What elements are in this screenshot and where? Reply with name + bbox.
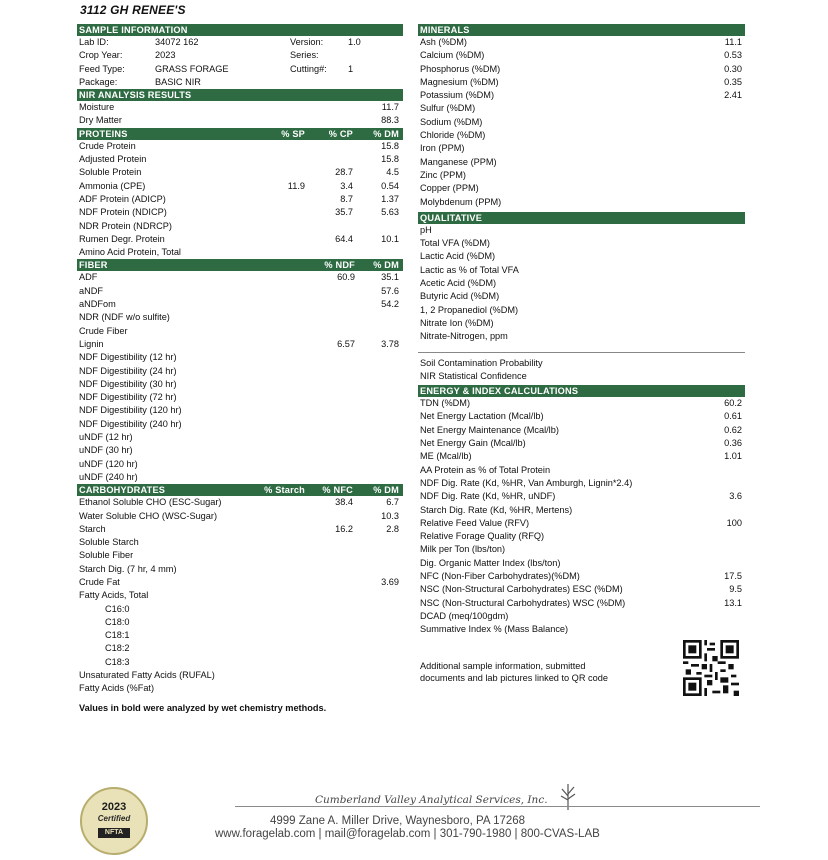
energy-row-value-value: 100 — [726, 517, 742, 528]
carbohydrate-row — [77, 510, 403, 523]
mineral-row-label: Sodium (%DM) — [420, 116, 483, 127]
fiber-row-label: NDR (NDF w/o sulfite) — [79, 312, 170, 323]
mineral-row — [418, 129, 745, 142]
company-address: 4999 Zane A. Miller Drive, Waynesboro, PA 17268 — [270, 815, 526, 827]
mineral-row-label: Potassium (%DM) — [420, 90, 495, 101]
divider — [418, 352, 745, 353]
nir-row-dm-value: 11.7 — [381, 102, 399, 113]
energy-row-label: NDF Dig. Rate (Kd, %HR, uNDF) — [420, 491, 556, 502]
carbohydrate-row — [77, 656, 403, 669]
energy-row — [418, 504, 745, 517]
energy-row-label: NFC (Non-Fiber Carbohydrates)(%DM) — [420, 570, 580, 581]
fiber-row — [77, 404, 403, 417]
qualitative-row-label: pH — [420, 224, 432, 235]
fiber-row — [77, 431, 403, 444]
section-title: MINERALS — [420, 25, 470, 35]
carbohydrate-rows — [77, 496, 403, 695]
fiber-row-label: Crude Fiber — [79, 325, 128, 336]
qualitative-row-label: Butyric Acid (%DM) — [420, 291, 500, 302]
fiber-row — [77, 471, 403, 484]
fiber-row-label: uNDF (12 hr) — [79, 432, 133, 443]
fiber-row — [77, 351, 403, 364]
col-ndf-header: % NDF — [324, 260, 355, 271]
protein-row-dm-value: 15.8 — [381, 154, 399, 165]
fiber-row-ndf-value: 60.9 — [337, 272, 355, 283]
nir-row-dm-value: 88.3 — [381, 115, 399, 126]
crop-year-value: 2023 — [155, 50, 176, 61]
nir-row — [77, 101, 403, 114]
mineral-row-value-value: 0.35 — [724, 76, 742, 87]
carbohydrate-row-label: Starch — [79, 523, 106, 534]
energy-row-label: NSC (Non-Structural Carbohydrates) ESC (%DM) — [420, 584, 623, 595]
energy-row-label: ME (Mcal/lb) — [420, 451, 472, 462]
mineral-row-label: Calcium (%DM) — [420, 50, 485, 61]
energy-row — [418, 623, 745, 636]
protein-row — [77, 140, 403, 153]
mineral-row-label: Manganese (PPM) — [420, 156, 497, 167]
carbohydrate-row — [77, 642, 403, 655]
certification-seal — [80, 787, 148, 855]
col-nfc-header: % NFC — [322, 485, 353, 496]
carbohydrate-row-dm-value: 3.69 — [381, 576, 399, 587]
energy-row-label: Starch Dig. Rate (Kd, %HR, Mertens) — [420, 504, 573, 515]
fiber-row-label: NDF Digestibility (12 hr) — [79, 352, 177, 363]
energy-row-label: Relative Forage Quality (RFQ) — [420, 531, 545, 542]
energy-row-label: Net Energy Lactation (Mcal/lb) — [420, 411, 544, 422]
carbohydrate-row-nfc-value: 38.4 — [335, 497, 353, 508]
mineral-row — [418, 36, 745, 49]
energy-row-label: Net Energy Gain (Mcal/lb) — [420, 438, 526, 449]
contamination-row-label: NIR Statistical Confidence — [420, 370, 527, 381]
mineral-row-label: Iron (PPM) — [420, 143, 465, 154]
protein-row — [77, 246, 403, 259]
carbohydrate-row-label: C18:1 — [105, 630, 130, 641]
sample-information-header — [77, 24, 403, 36]
col-cp-header: % CP — [328, 128, 353, 139]
nir-row-label: Dry Matter — [79, 115, 122, 126]
left-column — [77, 24, 403, 714]
carbohydrate-row-label: Starch Dig. (7 hr, 4 mm) — [79, 563, 177, 574]
carbohydrate-row — [77, 682, 403, 695]
mineral-row — [418, 49, 745, 62]
mineral-row — [418, 196, 745, 209]
protein-row — [77, 193, 403, 206]
company-contact: www.foragelab.com | mail@foragelab.com | 301-790-1980 | 800-CVAS-LAB — [215, 828, 600, 840]
col-starch-header: % Starch — [264, 485, 305, 496]
carbohydrate-row — [77, 616, 403, 629]
protein-row-cp-value: 64.4 — [335, 233, 353, 244]
cutting-label: Cutting#: — [290, 63, 327, 74]
fiber-row-label: NDF Digestibility (72 hr) — [79, 392, 177, 403]
qualitative-row — [418, 330, 745, 343]
carbohydrate-row-label: Fatty Acids (%Fat) — [79, 683, 155, 694]
mineral-row-label: Zinc (PPM) — [420, 169, 466, 180]
carbohydrate-row — [77, 589, 403, 602]
mineral-row-label: Ash (%DM) — [420, 37, 467, 47]
protein-row-label: Crude Protein — [79, 140, 136, 151]
energy-row — [418, 490, 745, 503]
section-title: ENERGY & INDEX CALCULATIONS — [420, 386, 579, 397]
carbohydrates-header — [77, 484, 403, 496]
protein-row — [77, 233, 403, 246]
carbohydrate-row — [77, 563, 403, 576]
carbohydrate-row-label: Crude Fat — [79, 576, 120, 587]
mineral-rows — [418, 36, 745, 209]
energy-row — [418, 437, 745, 450]
protein-row-label: NDR Protein (NDRCP) — [79, 220, 172, 231]
nir-rows — [77, 101, 403, 128]
fiber-row — [77, 365, 403, 378]
nir-row-label: Moisture — [79, 102, 115, 113]
mineral-row-value-value: 0.30 — [724, 63, 742, 74]
mineral-row-value-value: 2.41 — [724, 90, 742, 101]
energy-row — [418, 597, 745, 610]
carbohydrate-row-label: C16:0 — [105, 603, 130, 614]
section-title: QUALITATIVE — [420, 212, 483, 223]
fiber-row-label: NDF Digestibility (240 hr) — [79, 418, 182, 429]
mineral-row — [418, 102, 745, 115]
feed-type-label: Feed Type: — [79, 63, 125, 74]
sample-row — [77, 36, 403, 49]
energy-row-label: TDN (%DM) — [420, 398, 471, 409]
footer — [70, 782, 760, 852]
protein-row-label: Ammonia (CPE) — [79, 180, 146, 191]
protein-row-label: Amino Acid Protein, Total — [79, 247, 181, 258]
fiber-row-dm-value: 57.6 — [381, 285, 399, 296]
carbohydrate-row — [77, 603, 403, 616]
wet-chemistry-note: Values in bold were analyzed by wet chemistry methods. — [79, 702, 327, 713]
qualitative-row — [418, 250, 745, 263]
mineral-row-value-value: 11.1 — [724, 37, 742, 47]
energy-row — [418, 557, 745, 570]
section-title: SAMPLE INFORMATION — [79, 25, 188, 35]
fiber-row — [77, 391, 403, 404]
mineral-row-label: Copper (PPM) — [420, 183, 479, 194]
fiber-row — [77, 285, 403, 298]
qualitative-row — [418, 237, 745, 250]
energy-row — [418, 450, 745, 463]
mineral-row — [418, 76, 745, 89]
protein-row-cp-value: 3.4 — [340, 180, 353, 191]
carbohydrate-row-nfc-value: 16.2 — [335, 523, 353, 534]
mineral-row — [418, 63, 745, 76]
carbohydrate-row — [77, 629, 403, 642]
energy-row-value-value: 0.36 — [724, 438, 742, 449]
fiber-row — [77, 444, 403, 457]
energy-row-value-value: 1.01 — [724, 451, 742, 462]
report-title: 3112 GH RENEE'S — [80, 3, 186, 17]
energy-row-label: Milk per Ton (lbs/ton) — [420, 544, 506, 555]
fiber-row-label: aNDFom — [79, 299, 116, 310]
energy-row — [418, 477, 745, 490]
col-dm-header: % DM — [373, 260, 399, 271]
lab-id-value: 34072 162 — [155, 37, 199, 47]
carbohydrate-row-label: Soluble Starch — [79, 537, 139, 548]
fiber-header — [77, 259, 403, 271]
energy-row-value-value: 0.62 — [724, 424, 742, 435]
fiber-row — [77, 458, 403, 471]
mineral-row — [418, 89, 745, 102]
contamination-row-label: Soil Contamination Probability — [420, 357, 543, 368]
protein-row-dm-value: 15.8 — [381, 140, 399, 151]
fiber-row-label: uNDF (30 hr) — [79, 445, 133, 456]
energy-row — [418, 543, 745, 556]
mineral-row — [418, 142, 745, 155]
fiber-row-dm-value: 54.2 — [381, 299, 399, 310]
qualitative-row — [418, 224, 745, 237]
fiber-row-label: ADF — [79, 272, 98, 283]
sample-row — [77, 63, 403, 76]
protein-row-label: NDF Protein (NDICP) — [79, 207, 167, 218]
minerals-header — [418, 24, 745, 36]
qualitative-row-label: Total VFA (%DM) — [420, 238, 490, 249]
qualitative-row-label: Nitrate Ion (%DM) — [420, 317, 494, 328]
protein-row-cp-value: 28.7 — [335, 167, 353, 178]
protein-row-label: Adjusted Protein — [79, 154, 147, 165]
energy-row-value-value: 13.1 — [724, 597, 742, 608]
mineral-row-label: Magnesium (%DM) — [420, 76, 499, 87]
section-title: NIR ANALYSIS RESULTS — [79, 90, 192, 101]
version-value: 1.0 — [348, 37, 361, 47]
contamination-rows — [418, 357, 745, 384]
qualitative-row-label: 1, 2 Propanediol (%DM) — [420, 304, 519, 315]
footer-divider — [235, 806, 760, 807]
section-title: CARBOHYDRATES — [79, 485, 166, 496]
energy-row — [418, 410, 745, 423]
energy-row-value-value: 0.61 — [724, 411, 742, 422]
mineral-row — [418, 156, 745, 169]
energy-header — [418, 385, 745, 397]
fiber-row-label: NDF Digestibility (30 hr) — [79, 378, 177, 389]
proteins-header — [77, 128, 403, 140]
fiber-row-label: Lignin — [79, 338, 104, 349]
energy-row-label: Summative Index % (Mass Balance) — [420, 624, 569, 635]
col-dm-header: % DM — [373, 485, 399, 496]
qr-note-line-1: Additional sample information, submitted — [420, 661, 586, 672]
protein-row — [77, 166, 403, 179]
mineral-row-label: Sulfur (%DM) — [420, 103, 476, 114]
fiber-row — [77, 271, 403, 284]
protein-row-label: ADF Protein (ADICP) — [79, 193, 166, 204]
protein-row-dm-value: 1.37 — [381, 193, 399, 204]
package-label: Package: — [79, 76, 118, 87]
right-column — [418, 24, 745, 684]
energy-row — [418, 464, 745, 477]
protein-row-label: Soluble Protein — [79, 167, 142, 178]
protein-row-dm-value: 5.63 — [381, 207, 399, 218]
cutting-value: 1 — [348, 63, 354, 74]
mineral-row — [418, 169, 745, 182]
contamination-row — [418, 370, 745, 383]
energy-row — [418, 570, 745, 583]
section-title: FIBER — [79, 260, 108, 271]
fiber-row — [77, 418, 403, 431]
mineral-row-label: Chloride (%DM) — [420, 130, 486, 141]
energy-row — [418, 517, 745, 530]
protein-row — [77, 220, 403, 233]
qualitative-row — [418, 277, 745, 290]
qualitative-row-label: Acetic Acid (%DM) — [420, 278, 497, 289]
fiber-rows — [77, 271, 403, 484]
energy-row — [418, 397, 745, 410]
protein-row-dm-value: 4.5 — [386, 167, 399, 178]
energy-row — [418, 583, 745, 596]
carbohydrate-row-label: Water Soluble CHO (WSC-Sugar) — [79, 510, 218, 521]
energy-row — [418, 610, 745, 623]
crop-year-label: Crop Year: — [79, 50, 123, 61]
qualitative-row-label: Lactic Acid (%DM) — [420, 251, 496, 262]
fiber-row-ndf-value: 6.57 — [337, 338, 355, 349]
fiber-row-label: uNDF (120 hr) — [79, 458, 138, 469]
badge-year: 2023 — [101, 801, 127, 813]
section-title: PROTEINS — [79, 128, 128, 139]
mineral-row-label: Molybdenum (PPM) — [420, 196, 502, 207]
fiber-row — [77, 325, 403, 338]
company-name: Cumberland Valley Analytical Services, Inc. — [315, 794, 548, 806]
series-label: Series: — [290, 50, 319, 61]
energy-row-label: AA Protein as % of Total Protein — [420, 464, 551, 475]
carbohydrate-row-label: Ethanol Soluble CHO (ESC-Sugar) — [79, 497, 222, 508]
protein-row — [77, 206, 403, 219]
fiber-row-label: NDF Digestibility (120 hr) — [79, 405, 182, 416]
protein-row-cp-value: 35.7 — [335, 207, 353, 218]
energy-row — [418, 530, 745, 543]
qualitative-row — [418, 290, 745, 303]
carbohydrate-row — [77, 669, 403, 682]
sample-row — [77, 49, 403, 62]
fiber-row — [77, 338, 403, 351]
protein-row-dm-value: 0.54 — [381, 180, 399, 191]
nir-row — [77, 114, 403, 127]
energy-row-label: Dig. Organic Matter Index (lbs/ton) — [420, 557, 561, 568]
carbohydrate-row-dm-value: 2.8 — [386, 523, 399, 534]
energy-row — [418, 424, 745, 437]
fiber-row-label: uNDF (240 hr) — [79, 471, 138, 482]
energy-row-value-value: 3.6 — [729, 491, 742, 502]
carbohydrate-row — [77, 496, 403, 509]
col-dm-header: % DM — [373, 128, 399, 139]
carbohydrate-row-label: C18:3 — [105, 656, 130, 667]
col-sp-header: % SP — [281, 128, 305, 139]
carbohydrate-row-label: Fatty Acids, Total — [79, 590, 149, 601]
contamination-row — [418, 357, 745, 370]
carbohydrate-row-label: C18:2 — [105, 643, 130, 654]
energy-row-label: Net Energy Maintenance (Mcal/lb) — [420, 424, 559, 435]
qualitative-row — [418, 264, 745, 277]
mineral-row — [418, 182, 745, 195]
qr-note-line-2: documents and lab pictures linked to QR code — [420, 673, 608, 684]
mineral-row — [418, 116, 745, 129]
qualitative-rows — [418, 224, 745, 344]
carbohydrate-row-label: Soluble Fiber — [79, 550, 134, 561]
fiber-row-dm-value: 35.1 — [381, 272, 399, 283]
badge-certified: Certified — [97, 814, 131, 823]
protein-row-label: Rumen Degr. Protein — [79, 233, 165, 244]
qualitative-header — [418, 212, 745, 224]
feed-type-value: GRASS FORAGE — [155, 63, 229, 74]
protein-row-cp-value: 8.7 — [340, 193, 353, 204]
protein-row-dm-value: 10.1 — [381, 233, 399, 244]
qualitative-row-label: Nitrate-Nitrogen, ppm — [420, 331, 508, 342]
qualitative-row-label: Lactic as % of Total VFA — [420, 264, 519, 275]
energy-row-value-value: 17.5 — [724, 570, 742, 581]
package-value: BASIC NIR — [155, 76, 201, 87]
energy-row-label: NSC (Non-Structural Carbohydrates) WSC (%DM) — [420, 597, 626, 608]
protein-rows — [77, 140, 403, 260]
carbohydrate-row-dm-value: 10.3 — [381, 510, 399, 521]
carbohydrate-row-label: C18:0 — [105, 616, 130, 627]
mineral-row-label: Phosphorus (%DM) — [420, 63, 501, 74]
sample-row — [77, 76, 403, 89]
carbohydrate-row — [77, 549, 403, 562]
lab-id-label: Lab ID: — [79, 37, 109, 47]
protein-row-sp-value: 11.9 — [287, 180, 305, 191]
carbohydrate-row — [77, 536, 403, 549]
qr-code-icon[interactable] — [683, 640, 739, 696]
carbohydrate-row-label: Unsaturated Fatty Acids (RUFAL) — [79, 670, 215, 681]
fiber-row-dm-value: 3.78 — [381, 338, 399, 349]
qualitative-row — [418, 317, 745, 330]
protein-row — [77, 153, 403, 166]
fiber-row-label: NDF Digestibility (24 hr) — [79, 365, 177, 376]
mineral-row-value-value: 0.53 — [724, 50, 742, 61]
energy-row-value-value: 60.2 — [724, 398, 742, 409]
nir-analysis-header — [77, 89, 403, 101]
version-label: Version: — [290, 37, 324, 47]
badge-org: NFTA — [98, 828, 130, 838]
energy-rows — [418, 397, 745, 636]
energy-row-label: NDF Dig. Rate (Kd, %HR, Van Amburgh, Lignin*2.4) — [420, 477, 633, 488]
carbohydrate-row — [77, 523, 403, 536]
fiber-row — [77, 311, 403, 324]
fiber-row-label: aNDF — [79, 285, 103, 296]
carbohydrate-row-dm-value: 6.7 — [386, 497, 399, 508]
energy-row-value-value: 9.5 — [729, 584, 742, 595]
energy-row-label: Relative Feed Value (RFV) — [420, 517, 530, 528]
fiber-row — [77, 378, 403, 391]
fiber-row — [77, 298, 403, 311]
protein-row — [77, 180, 403, 193]
energy-row-label: DCAD (meq/100gdm) — [420, 610, 509, 621]
qualitative-row — [418, 304, 745, 317]
carbohydrate-row — [77, 576, 403, 589]
